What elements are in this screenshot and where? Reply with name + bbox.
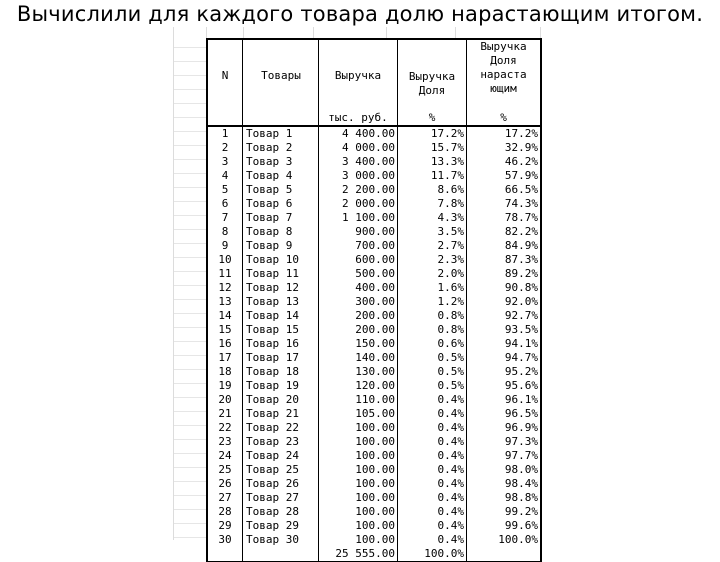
cumulative-share-value: 99.6% <box>467 519 542 533</box>
share-value: 0.5% <box>398 351 467 365</box>
share-value: 0.4% <box>398 421 467 435</box>
revenue-value: 2 200.00 <box>319 183 398 197</box>
share-value: 0.4% <box>398 519 467 533</box>
cumulative-share-value: 98.0% <box>467 463 542 477</box>
product-name: Товар 11 <box>243 267 319 281</box>
table-row <box>207 141 541 155</box>
header-n: N <box>207 39 243 111</box>
revenue-value: 150.00 <box>319 337 398 351</box>
revenue-value: 900.00 <box>319 225 398 239</box>
product-name: Товар 13 <box>243 295 319 309</box>
share-value: 1.2% <box>398 295 467 309</box>
revenue-value: 600.00 <box>319 253 398 267</box>
cumulative-share-value: 90.8% <box>467 281 542 295</box>
product-name: Товар 23 <box>243 435 319 449</box>
row-number: 13 <box>207 295 243 309</box>
header-cumulative-share: Выручка Доля нараста ющим <box>467 39 542 111</box>
cumulative-share-value: 46.2% <box>467 155 542 169</box>
share-value: 3.5% <box>398 225 467 239</box>
row-number: 12 <box>207 281 243 295</box>
product-name: Товар 16 <box>243 337 319 351</box>
revenue-value: 100.00 <box>319 477 398 491</box>
row-number: 4 <box>207 169 243 183</box>
table-row <box>207 183 541 197</box>
table-row <box>207 239 541 253</box>
table-row <box>207 197 541 211</box>
product-name: Товар 6 <box>243 197 319 211</box>
row-number: 14 <box>207 309 243 323</box>
row-number: 24 <box>207 449 243 463</box>
product-name: Товар 17 <box>243 351 319 365</box>
product-name: Товар 19 <box>243 379 319 393</box>
row-number: 6 <box>207 197 243 211</box>
table-row <box>207 295 541 309</box>
table-row <box>207 281 541 295</box>
row-number: 11 <box>207 267 243 281</box>
cumulative-share-value: 78.7% <box>467 211 542 225</box>
revenue-value: 200.00 <box>319 309 398 323</box>
revenue-value: 500.00 <box>319 267 398 281</box>
revenue-value: 100.00 <box>319 491 398 505</box>
units-row <box>207 111 541 126</box>
table-row <box>207 323 541 337</box>
cumulative-share-value: 97.3% <box>467 435 542 449</box>
row-number: 16 <box>207 337 243 351</box>
table-row <box>207 463 541 477</box>
product-name: Товар 5 <box>243 183 319 197</box>
product-name: Товар 26 <box>243 477 319 491</box>
product-name: Товар 10 <box>243 253 319 267</box>
cumulative-share-value: 87.3% <box>467 253 542 267</box>
cumulative-share-value: 96.5% <box>467 407 542 421</box>
share-value: 0.5% <box>398 365 467 379</box>
row-number: 21 <box>207 407 243 421</box>
row-number: 27 <box>207 491 243 505</box>
revenue-value: 100.00 <box>319 449 398 463</box>
row-number: 25 <box>207 463 243 477</box>
product-name: Товар 21 <box>243 407 319 421</box>
table-row <box>207 449 541 463</box>
row-number: 19 <box>207 379 243 393</box>
cumulative-share-value: 100.0% <box>467 533 542 547</box>
product-name: Товар 14 <box>243 309 319 323</box>
share-value: 2.7% <box>398 239 467 253</box>
row-number: 3 <box>207 155 243 169</box>
product-name: Товар 27 <box>243 491 319 505</box>
product-name: Товар 30 <box>243 533 319 547</box>
total-revenue: 25 555.00 <box>319 547 398 562</box>
share-value: 0.4% <box>398 533 467 547</box>
share-value: 0.4% <box>398 393 467 407</box>
cumulative-share-value: 96.1% <box>467 393 542 407</box>
row-number: 7 <box>207 211 243 225</box>
share-value: 0.4% <box>398 435 467 449</box>
row-number: 30 <box>207 533 243 547</box>
product-name: Товар 18 <box>243 365 319 379</box>
cumulative-share-value: 98.4% <box>467 477 542 491</box>
total-share: 100.0% <box>398 547 467 562</box>
revenue-value: 100.00 <box>319 533 398 547</box>
revenue-value: 120.00 <box>319 379 398 393</box>
revenue-value: 105.00 <box>319 407 398 421</box>
table-row <box>207 379 541 393</box>
revenue-table <box>206 38 542 562</box>
cumulative-share-value: 97.7% <box>467 449 542 463</box>
revenue-value: 3 400.00 <box>319 155 398 169</box>
share-value: 0.4% <box>398 477 467 491</box>
revenue-value: 100.00 <box>319 505 398 519</box>
header-share: Выручка Доля <box>398 39 467 111</box>
share-value: 0.8% <box>398 309 467 323</box>
share-value: 2.3% <box>398 253 467 267</box>
table-row <box>207 155 541 169</box>
share-value: 0.8% <box>398 323 467 337</box>
table-row <box>207 393 541 407</box>
cumulative-share-value: 94.7% <box>467 351 542 365</box>
row-number: 28 <box>207 505 243 519</box>
product-name: Товар 28 <box>243 505 319 519</box>
revenue-value: 110.00 <box>319 393 398 407</box>
revenue-value: 3 000.00 <box>319 169 398 183</box>
table-row <box>207 351 541 365</box>
table-row <box>207 491 541 505</box>
share-value: 2.0% <box>398 267 467 281</box>
share-value: 0.4% <box>398 491 467 505</box>
product-name: Товар 2 <box>243 141 319 155</box>
slide-title: Вычислили для каждого товара долю нарастающим итогом. <box>16 2 704 26</box>
row-number: 18 <box>207 365 243 379</box>
row-number: 8 <box>207 225 243 239</box>
row-number: 17 <box>207 351 243 365</box>
table-row <box>207 519 541 533</box>
share-value: 11.7% <box>398 169 467 183</box>
table-row <box>207 337 541 351</box>
revenue-value: 100.00 <box>319 463 398 477</box>
cumulative-share-value: 82.2% <box>467 225 542 239</box>
row-number: 5 <box>207 183 243 197</box>
share-value: 4.3% <box>398 211 467 225</box>
share-value: 15.7% <box>398 141 467 155</box>
table-row <box>207 505 541 519</box>
product-name: Товар 7 <box>243 211 319 225</box>
share-value: 0.6% <box>398 337 467 351</box>
table-header-row <box>207 39 541 111</box>
revenue-value: 300.00 <box>319 295 398 309</box>
product-name: Товар 15 <box>243 323 319 337</box>
table-row <box>207 435 541 449</box>
revenue-value: 100.00 <box>319 519 398 533</box>
revenue-value: 130.00 <box>319 365 398 379</box>
product-name: Товар 29 <box>243 519 319 533</box>
share-value: 7.8% <box>398 197 467 211</box>
revenue-value: 1 100.00 <box>319 211 398 225</box>
revenue-value: 4 400.00 <box>319 126 398 141</box>
table-row <box>207 267 541 281</box>
cumulative-share-value: 93.5% <box>467 323 542 337</box>
table-row <box>207 407 541 421</box>
table-row <box>207 421 541 435</box>
cumulative-share-value: 98.8% <box>467 491 542 505</box>
row-number: 1 <box>207 126 243 141</box>
cumulative-share-value: 96.9% <box>467 421 542 435</box>
table-row <box>207 533 541 547</box>
total-row <box>207 547 541 562</box>
product-name: Товар 20 <box>243 393 319 407</box>
units-cumulative: % <box>467 111 542 126</box>
product-name: Товар 1 <box>243 126 319 141</box>
share-value: 8.6% <box>398 183 467 197</box>
cumulative-share-value: 99.2% <box>467 505 542 519</box>
table-row <box>207 253 541 267</box>
share-value: 0.4% <box>398 463 467 477</box>
product-name: Товар 24 <box>243 449 319 463</box>
cumulative-share-value: 92.7% <box>467 309 542 323</box>
row-number: 9 <box>207 239 243 253</box>
units-share: % <box>398 111 467 126</box>
revenue-value: 400.00 <box>319 281 398 295</box>
share-value: 13.3% <box>398 155 467 169</box>
share-value: 0.4% <box>398 505 467 519</box>
row-number: 20 <box>207 393 243 407</box>
row-number: 26 <box>207 477 243 491</box>
product-name: Товар 8 <box>243 225 319 239</box>
table-row <box>207 365 541 379</box>
product-name: Товар 3 <box>243 155 319 169</box>
revenue-value: 100.00 <box>319 421 398 435</box>
table-row <box>207 126 541 141</box>
cumulative-share-value: 17.2% <box>467 126 542 141</box>
header-product: Товары <box>243 39 319 111</box>
cumulative-share-value: 57.9% <box>467 169 542 183</box>
product-name: Товар 4 <box>243 169 319 183</box>
cumulative-share-value: 94.1% <box>467 337 542 351</box>
row-number: 2 <box>207 141 243 155</box>
revenue-value: 2 000.00 <box>319 197 398 211</box>
share-value: 0.4% <box>398 407 467 421</box>
share-value: 17.2% <box>398 126 467 141</box>
share-value: 0.4% <box>398 449 467 463</box>
table-row <box>207 211 541 225</box>
share-value: 1.6% <box>398 281 467 295</box>
table-row <box>207 225 541 239</box>
row-number: 23 <box>207 435 243 449</box>
row-number: 15 <box>207 323 243 337</box>
cumulative-share-value: 92.0% <box>467 295 542 309</box>
row-number: 22 <box>207 421 243 435</box>
table-row <box>207 309 541 323</box>
product-name: Товар 22 <box>243 421 319 435</box>
row-number: 10 <box>207 253 243 267</box>
cumulative-share-value: 66.5% <box>467 183 542 197</box>
units-revenue: тыс. руб. <box>319 111 398 126</box>
cumulative-share-value: 84.9% <box>467 239 542 253</box>
share-value: 0.5% <box>398 379 467 393</box>
product-name: Товар 9 <box>243 239 319 253</box>
cumulative-share-value: 95.2% <box>467 365 542 379</box>
cumulative-share-value: 89.2% <box>467 267 542 281</box>
product-name: Товар 25 <box>243 463 319 477</box>
revenue-value: 200.00 <box>319 323 398 337</box>
cumulative-share-value: 95.6% <box>467 379 542 393</box>
header-revenue: Выручка <box>319 39 398 111</box>
table-row <box>207 477 541 491</box>
cumulative-share-value: 74.3% <box>467 197 542 211</box>
cumulative-share-value: 32.9% <box>467 141 542 155</box>
revenue-value: 4 000.00 <box>319 141 398 155</box>
revenue-value: 100.00 <box>319 435 398 449</box>
revenue-value: 700.00 <box>319 239 398 253</box>
product-name: Товар 12 <box>243 281 319 295</box>
revenue-value: 140.00 <box>319 351 398 365</box>
row-number: 29 <box>207 519 243 533</box>
table-row <box>207 169 541 183</box>
